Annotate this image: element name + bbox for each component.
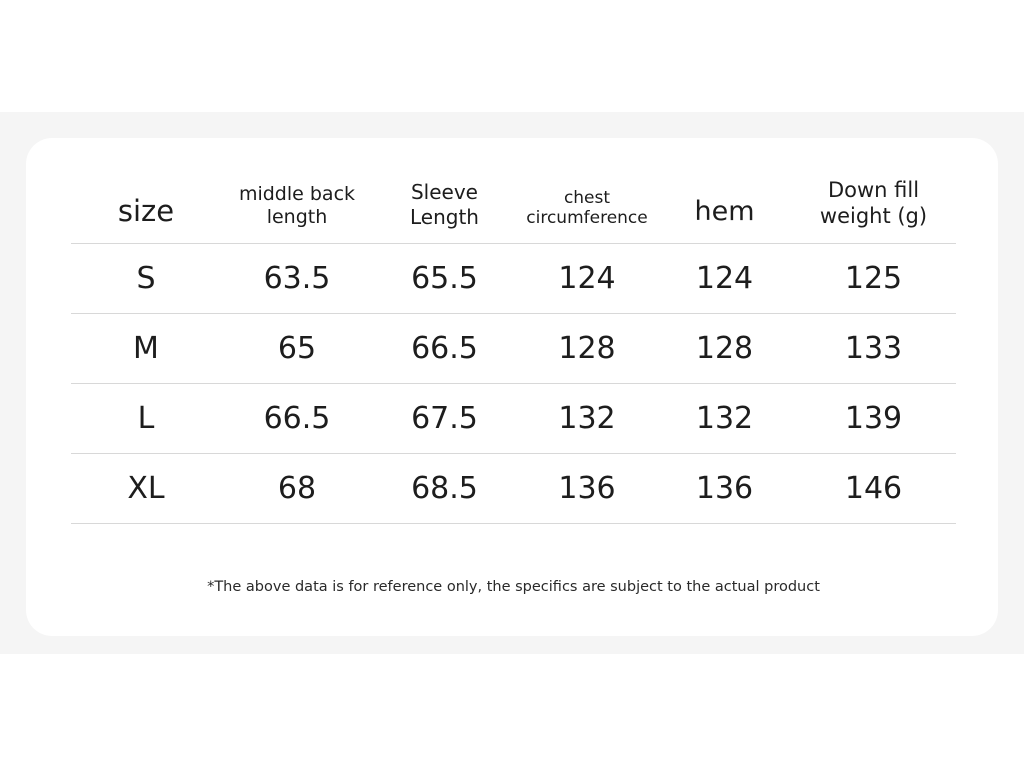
- column-header-sleeve-line2: Length: [410, 204, 479, 229]
- cell-hem: 124: [658, 244, 791, 314]
- column-header-sleeve-length: [373, 178, 516, 244]
- column-header-middle-back-length: [221, 178, 373, 244]
- table-row: [71, 454, 956, 524]
- column-header-size-label: size: [117, 193, 175, 228]
- table-row: [71, 314, 956, 384]
- cell-hem: 132: [658, 384, 791, 454]
- cell-chest-circumference: 128: [516, 314, 658, 384]
- column-header-hem: [658, 178, 791, 244]
- cell-middle-back-length: 65: [221, 314, 373, 384]
- cell-chest-circumference: 124: [516, 244, 658, 314]
- cell-chest-circumference: 136: [516, 454, 658, 524]
- cell-size: XL: [71, 454, 221, 524]
- column-header-chest-line2: circumference: [526, 208, 648, 229]
- table-row: [71, 384, 956, 454]
- column-header-down-fill-weight: [791, 178, 956, 244]
- size-chart-card: [26, 138, 998, 636]
- size-table: [71, 178, 956, 524]
- column-header-size: [71, 178, 221, 244]
- cell-down-fill-weight: 146: [791, 454, 956, 524]
- cell-middle-back-length: 68: [221, 454, 373, 524]
- cell-sleeve-length: 67.5: [373, 384, 516, 454]
- size-table-wrapper: [71, 178, 956, 524]
- cell-hem: 136: [658, 454, 791, 524]
- column-header-hem-label: hem: [694, 196, 755, 228]
- cell-hem: 128: [658, 314, 791, 384]
- cell-down-fill-weight: 125: [791, 244, 956, 314]
- cell-down-fill-weight: 133: [791, 314, 956, 384]
- table-body: [71, 244, 956, 524]
- cell-middle-back-length: 63.5: [221, 244, 373, 314]
- cell-sleeve-length: 66.5: [373, 314, 516, 384]
- table-header: [71, 178, 956, 244]
- cell-sleeve-length: 68.5: [373, 454, 516, 524]
- cell-size: L: [71, 384, 221, 454]
- disclaimer-text: *The above data is for reference only, the specifics are subject to the actual product: [207, 579, 820, 595]
- cell-sleeve-length: 65.5: [373, 244, 516, 314]
- column-header-middle-back-line1: middle back: [238, 182, 356, 205]
- table-header-row: [71, 178, 956, 244]
- column-header-chest-circumference: [516, 178, 658, 244]
- table-row: [71, 244, 956, 314]
- column-header-middle-back-line2: length: [266, 206, 328, 229]
- cell-down-fill-weight: 139: [791, 384, 956, 454]
- cell-size: S: [71, 244, 221, 314]
- column-header-down-label: Down fill weight (g): [819, 178, 928, 228]
- cell-chest-circumference: 132: [516, 384, 658, 454]
- column-header-chest-line1: chest: [563, 187, 611, 208]
- cell-size: M: [71, 314, 221, 384]
- column-header-sleeve-line1: Sleeve: [410, 180, 478, 205]
- cell-middle-back-length: 66.5: [221, 384, 373, 454]
